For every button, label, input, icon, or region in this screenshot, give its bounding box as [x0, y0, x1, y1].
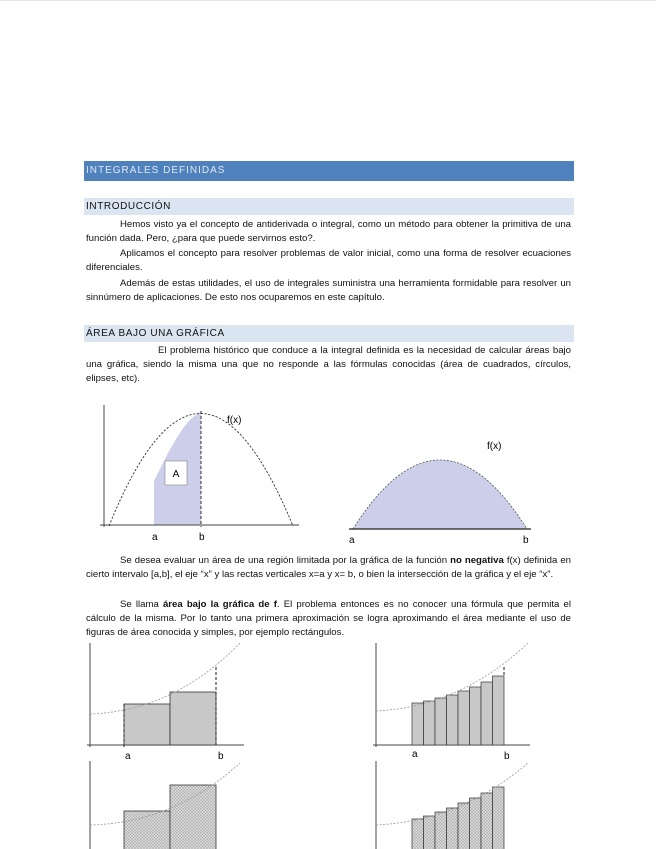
- section-heading-area: ÁREA BAJO UNA GRÁFICA: [84, 325, 574, 342]
- rectangle: [170, 785, 216, 849]
- section-heading-introduccion: INTRODUCCIÓN: [84, 198, 574, 215]
- rectangle: [447, 695, 459, 745]
- b-label: b: [504, 751, 510, 762]
- intro-paragraph-3: Además de estas utilidades, el uso de integrales suministra una herramienta formidable para resolver un sinnúmero de aplicaciones. De esto nos ocuparemos en este capítulo.: [86, 278, 571, 303]
- rectangle: [435, 698, 447, 745]
- rectangle: [458, 803, 470, 849]
- rectangle: [412, 703, 424, 745]
- area-paragraph-1: El problema histórico que conduce a la integral definida es la necesidad de calcular áreas bajo una gráfica, siendo la misma una que no responde a las fórmulas conocidas (área de cuadrados, círculos, elipses, etc).: [86, 345, 571, 384]
- rectangle: [435, 812, 447, 849]
- intro-paragraph-2: Aplicamos el concepto para resolver problemas de valor inicial, como una forma de resolver ecuaciones diferenciales.: [86, 248, 571, 273]
- rectangle: [424, 701, 436, 745]
- a-label: a: [125, 751, 131, 762]
- shaded-area-region: [353, 460, 527, 529]
- figure-two-rectangles-lower: [84, 641, 246, 763]
- function-label: f(x): [487, 441, 502, 452]
- rectangle: [481, 682, 493, 745]
- figure-area-under-parabola: [345, 419, 535, 549]
- rectangle: [124, 704, 170, 745]
- figure-many-rectangles-upper: [370, 761, 532, 849]
- b-label: b: [218, 751, 224, 762]
- b-label: b: [523, 535, 529, 546]
- rectangle: [447, 808, 459, 849]
- rectangle: [424, 816, 436, 849]
- intro-paragraph-1: Hemos visto ya el concepto de antiderivada o integral, como un método para obtener la primitiva de una función dada. Pero, ¿para que puede servirnos esto?.: [86, 219, 571, 244]
- rectangle: [493, 787, 505, 849]
- a-label: a: [152, 532, 158, 543]
- area-paragraph-3: Se llama área bajo la gráfica de f. El problema entonces es no conocer una fórmula que permita el cálculo de la misma. Por lo tanto una primera aproximación se logra aproximando el área mediante el uso de figuras de área conocida y simples, por ejemplo rectángulos.: [86, 599, 571, 638]
- figure-many-rectangles-lower: [370, 641, 532, 763]
- rectangle: [458, 691, 470, 745]
- figure-two-rectangles-upper: [84, 761, 246, 849]
- rectangle: [412, 819, 424, 849]
- rectangle: [470, 798, 482, 849]
- document-title: INTEGRALES DEFINIDAS: [84, 161, 574, 181]
- rectangle: [481, 793, 493, 849]
- figure-area-under-curve-a-b: [95, 401, 305, 547]
- rectangle: [470, 687, 482, 745]
- a-label: a: [412, 749, 418, 760]
- a-label: a: [349, 535, 355, 546]
- function-label: f(x): [227, 415, 242, 426]
- rectangle: [170, 692, 216, 745]
- b-label: b: [199, 532, 205, 543]
- area-label: A: [172, 469, 180, 480]
- area-paragraph-2: Se desea evaluar un área de una región limitada por la gráfica de la función no negativa f(x) definida en cierto intervalo [a,b], el eje “x” y las rectas verticales x=a y x= b, o bien la intersección de la gráfica y el eje “x”.: [86, 555, 571, 580]
- rectangle: [493, 676, 505, 745]
- function-curve: [90, 643, 240, 714]
